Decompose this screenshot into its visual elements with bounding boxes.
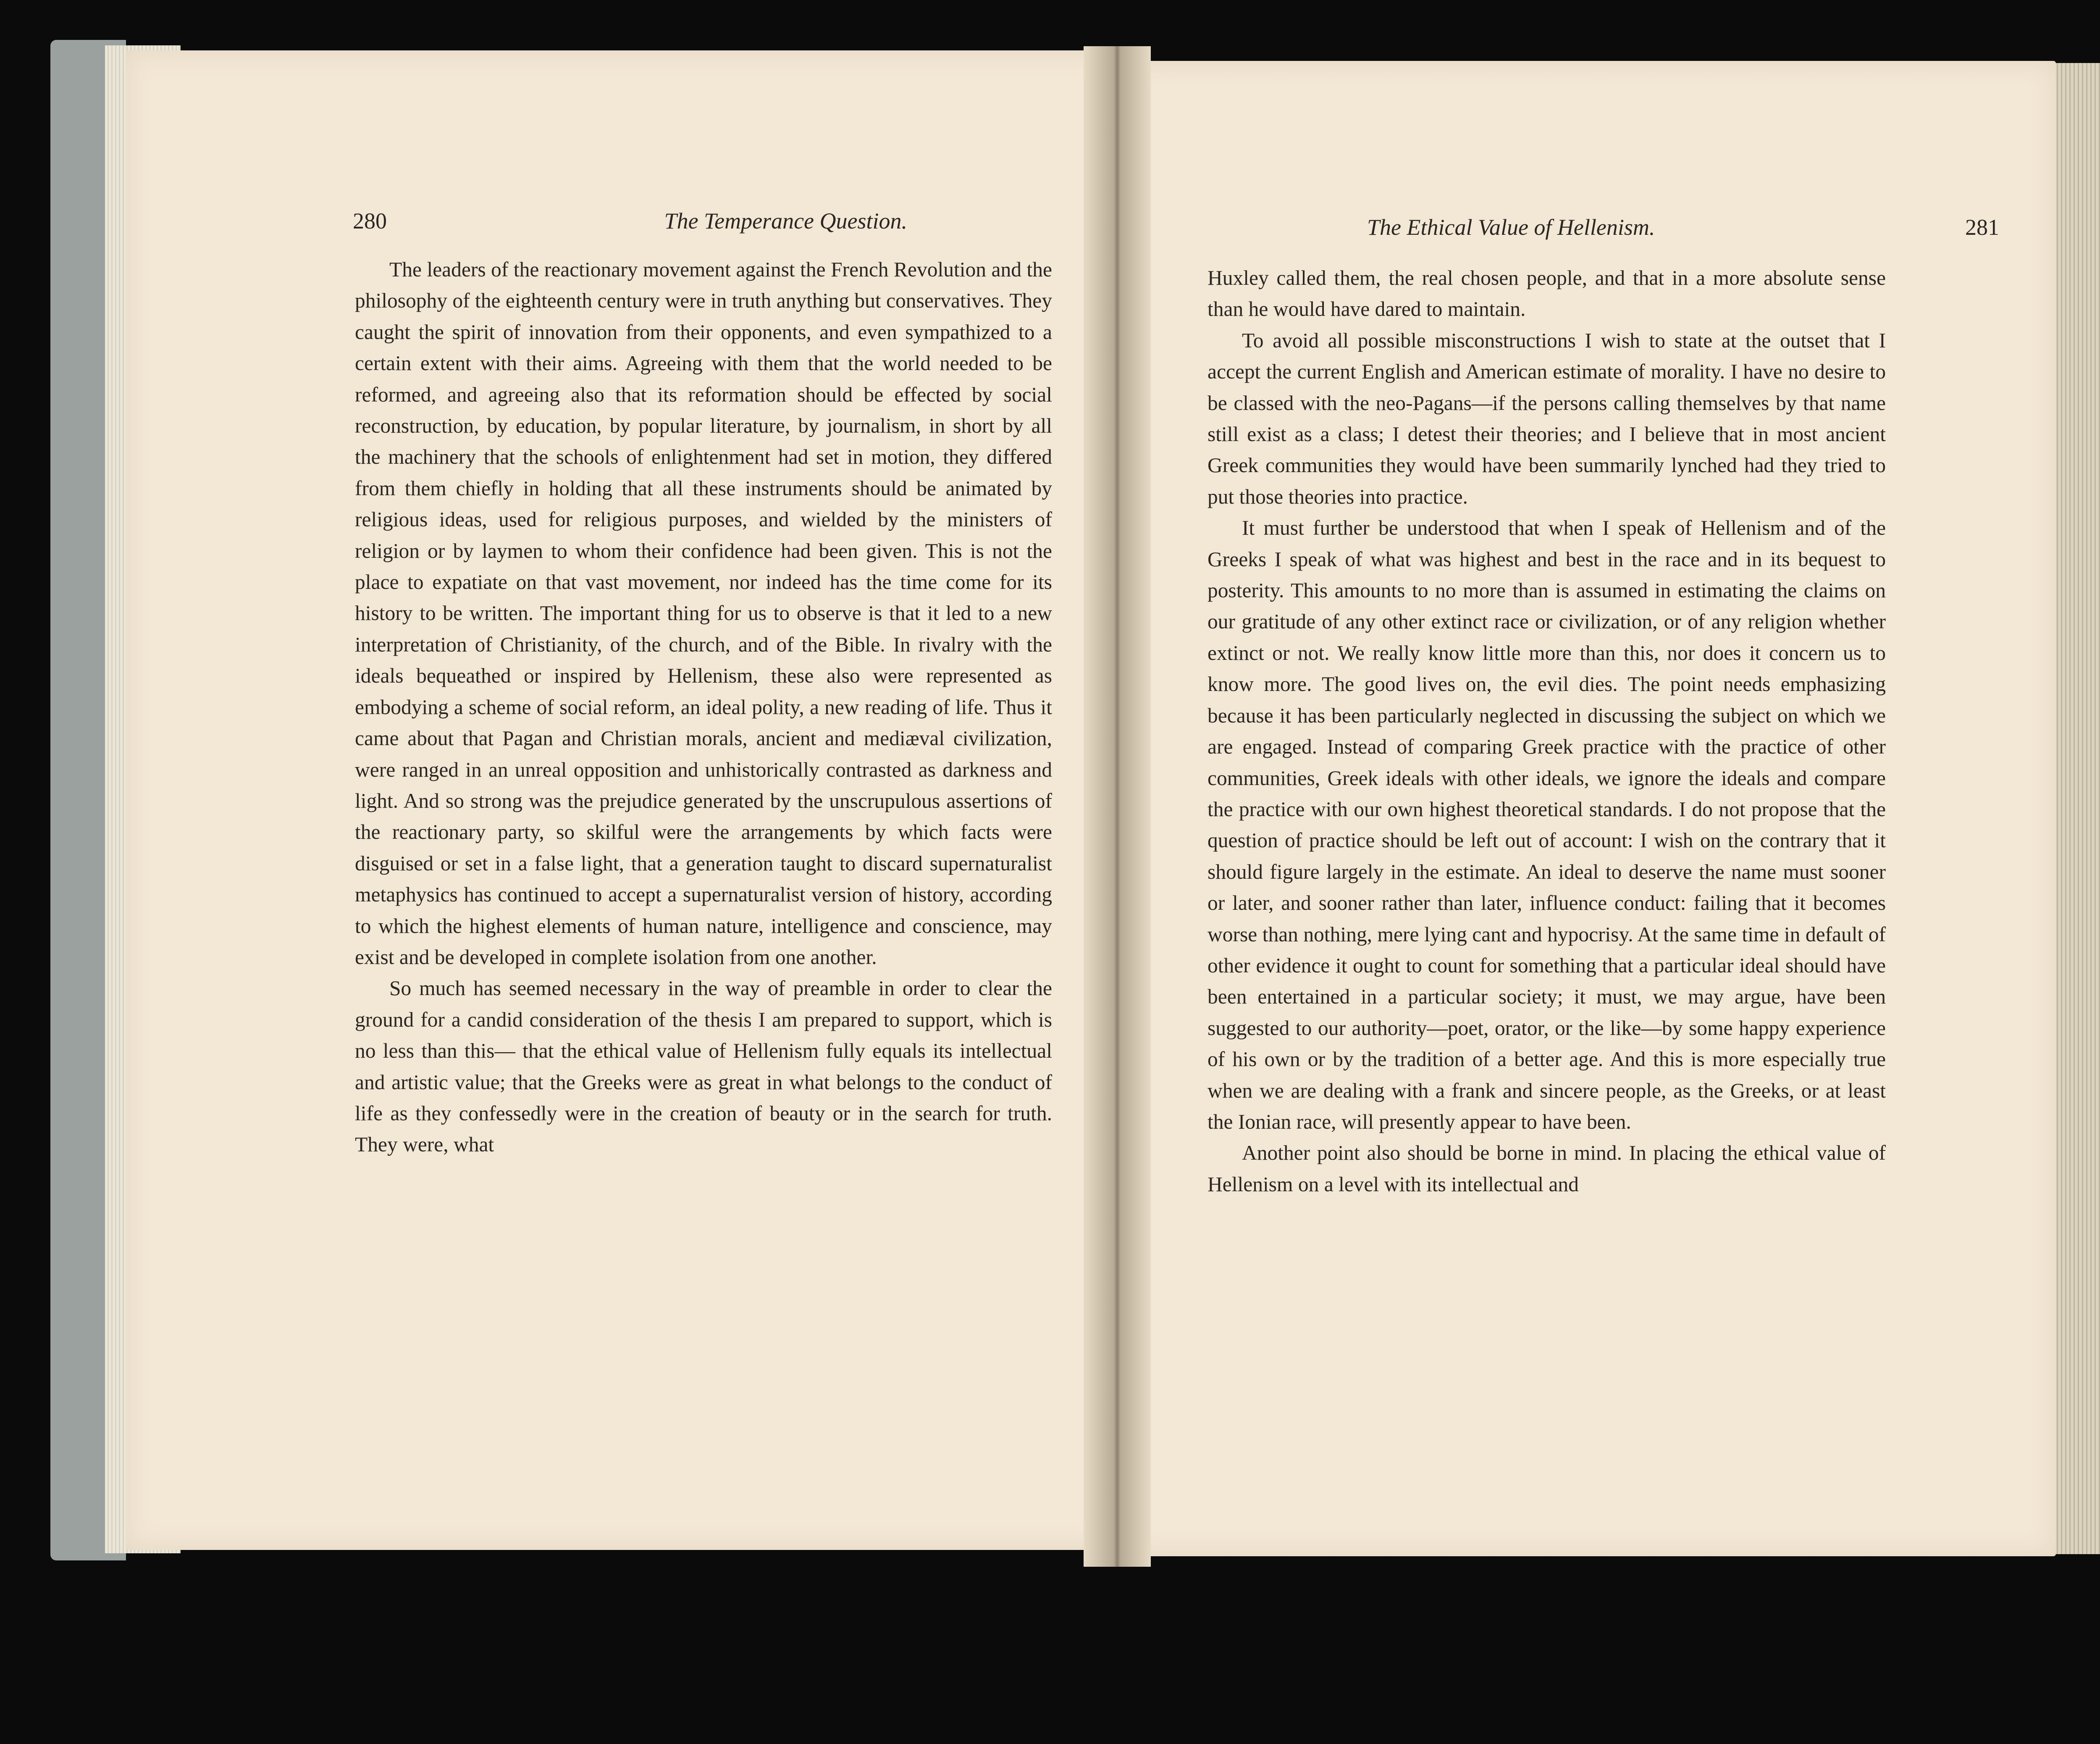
right-paragraph: Another point also should be borne in mind. In placing the ethical value of Hellenism on a level with its intellectual and [1208,1141,1886,1196]
left-paragraph: The leaders of the reactionary movement against the French Revolution and the philosophy of the eighteenth century were in truth anything but conservatives. They caught the spirit of innovation from their opponents, and even sympathized to a certain extent with their aims. Agreeing with them that the world needed to be reformed, and agreeing also that its reformation should be effected by social reconstruction, by education, by popular literature, by journalism, in short by all the machinery that the schools of enlightenment had set in motion, they differed from them chiefly in holding that all these instruments should be animated by religious ideas, used for religious purposes, and wielded by the ministers of religion or by laymen to whom their confidence had been given. This is not the place to expatiate on that vast movement, nor indeed has the time come for its history to be written. The important thing for us to observe is that it led to a new interpretation of Christianity, of the church, and of the Bible. In rivalry with the ideals bequeathed or inspired by Hellenism, these also were represented as embodying a scheme of social reform, an ideal polity, a new reading of life. Thus it came about that Pagan and Christian morals, ancient and mediæval civilization, were ranged in an unreal opposition and unhistorically contrasted as darkness and light. And so strong was the prejudice generated by the unscrupulous assertions of the reactionary party, so skilful were the arrangements by which facts were disguised or set in a false light, that a generation taught to discard supernaturalist metaphysics has continued to accept a supernaturalist version of history, according to which the highest elements of human nature, intelligence and conscience, may exist and be developed in complete isolation from one another. [355,258,1052,969]
left-running-title: The Temperance Question. [664,208,907,234]
right-page-text [1208,263,1886,1200]
right-running-head [1367,214,1999,240]
right-paragraph: It must further be understood that when I speak of Hellenism and of the Greeks I speak of what was highest and best in the race and in its bequest to posterity. This amounts to no more than is assumed in estimating the claims on our gratitude of any other extinct race or civilization, or of any religion whether extinct or not. We really know little more than this, nor does it concern us to know more. The good lives on, the evil dies. The point needs emphasizing because it has been particularly neglected in discussing the subject on which we are engaged. Instead of comparing Greek practice with the practice of other communities, Greek ideals with other ideals, we ignore the ideals and compare the practice with our own highest theoretical standards. I do not propose that the question of practice should be left out of account: I wish on the contrary that it should figure largely in the estimate. An ideal to deserve the name must sooner or later, and sooner rather than later, influence conduct: failing that it becomes worse than nothing, mere lying cant and hypocrisy. At the same time in default of other evidence it ought to count for something that a particular ideal should have been entertained in a particular society; it must, we may argue, have been suggested to our authority—poet, orator, or the like—by some happy experience of his own or by the tradition of a better age. And this is more especially true when we are dealing with a frank and sincere people, as the Greeks, or at least the Ionian race, will presently appear to have been. [1208,516,1886,1133]
right-paragraph: Huxley called them, the real chosen people, and that in a more absolute sense than he would have dared to maintain. [1208,266,1886,321]
right-running-title: The Ethical Value of Hellenism. [1367,215,1655,240]
right-paragraph: To avoid all possible misconstructions I wish to state at the outset that I accept the current English and American estimate of morality. I have no desire to be classed with the neo-Pagans—if the persons calling themselves by that name still exist as a class; I detest their theories; and I believe that in most ancient Greek communities they would have been summarily lynched had they tried to put those theories into practice. [1208,328,1886,508]
left-page-number: 280 [353,208,387,234]
left-page-text [355,254,1052,1161]
right-page-number: 281 [1965,215,1999,240]
left-running-head [353,208,1046,234]
left-paragraph: So much has seemed necessary in the way of preamble in order to clear the ground for a candid consideration of the thesis I am prepared to support, which is no less than this— that the ethical value of Hellenism fully equals its intellectual and artistic value; that the Greeks were as great in what belongs to the conduct of life as they confessedly were in the creation of beauty or in the search for truth. They were, what [355,977,1052,1156]
book-gutter [1084,46,1151,1567]
